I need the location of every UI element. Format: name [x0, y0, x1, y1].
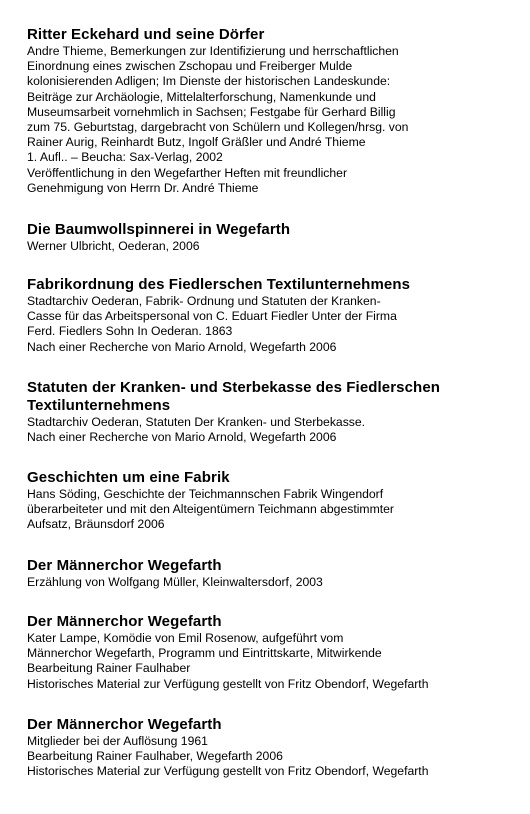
entry-line: Erzählung von Wolfgang Müller, Kleinwaltersdorf, 2003	[27, 575, 323, 589]
entry-line: Bearbeitung Rainer Faulhaber	[27, 661, 191, 676]
entry-title: Ritter Eckehard und seine Dörfer	[27, 26, 265, 43]
entry-line: Kater Lampe, Komödie von Emil Rosenow, aufgeführt vom	[27, 631, 344, 645]
entry-baumwollspinnerei	[27, 221, 517, 254]
entry-line: 1. Aufl.. – Beucha: Sax-Verlag, 2002	[27, 150, 223, 165]
entry-line: Museumsarbeit vornehmlich in Sachsen; Festgabe für Gerhard Billig	[27, 104, 396, 119]
entry-line: Casse für das Arbeitspersonal von C. Eduart Fiedler Unter der Firma	[27, 309, 397, 324]
entry-title: Geschichten um eine Fabrik	[27, 469, 230, 486]
entry-maennerchor-1	[27, 557, 517, 590]
entry-body	[27, 239, 517, 254]
entry-line: Stadtarchiv Oederan, Statuten Der Kranken- und Sterbekasse.	[27, 415, 366, 429]
entry-line: Einordnung eines zwischen Zschopau und Freiberger Mulde	[27, 59, 353, 74]
entry-line: Werner Ulbricht, Oederan, 2006	[27, 239, 200, 253]
entry-line: Beiträge zur Archäologie, Mittelalterforschung, Namenkunde und	[27, 89, 376, 104]
entry-title: Der Männerchor Wegefarth	[27, 557, 222, 574]
entry-title: Die Baumwollspinnerei in Wegefarth	[27, 221, 291, 238]
entry-line: zum 75. Geburtstag, dargebracht von Schülern und Kollegen/hrsg. von	[27, 120, 409, 135]
entry-geschichten-fabrik	[27, 469, 517, 533]
entry-line: Stadtarchiv Oederan, Fabrik- Ordnung und Statuten der Kranken-	[27, 294, 381, 308]
entry-title: Statuten der Kranken- und Sterbekasse des Fiedlerschen Textilunternehmens	[27, 379, 441, 414]
entry-line: Genehmigung von Herrn Dr. André Thieme	[27, 180, 259, 195]
entry-line: kolonisierenden Adligen; Im Dienste der historischen Landeskunde:	[27, 74, 391, 89]
entry-body	[27, 487, 517, 533]
entry-line: Veröffentlichung in den Wegefarther Heften mit freundlicher	[27, 165, 347, 180]
entry-body	[27, 44, 517, 196]
entry-line: Bearbeitung Rainer Faulhaber, Wegefarth 2006	[27, 749, 283, 764]
entry-line: Ferd. Fiedlers Sohn In Oederan. 1863	[27, 324, 233, 339]
entry-body	[27, 575, 517, 590]
entry-fabrikordnung	[27, 276, 517, 355]
entry-statuten	[27, 379, 517, 445]
entry-line: Rainer Aurig, Reinhardt Butz, Ingolf Gräßler und André Thieme	[27, 135, 366, 150]
entry-maennerchor-3	[27, 716, 517, 780]
entry-title: Der Männerchor Wegefarth	[27, 716, 222, 733]
entry-line: Nach einer Recherche von Mario Arnold, Wegefarth 2006	[27, 339, 337, 354]
entry-maennerchor-2	[27, 613, 517, 692]
entry-body	[27, 734, 517, 780]
entry-line: Historisches Material zur Verfügung gestellt von Fritz Obendorf, Wegefarth	[27, 764, 429, 779]
entry-ritter-eckehard	[27, 26, 517, 196]
entry-line: Mitglieder bei der Auflösung 1961	[27, 734, 208, 748]
entry-body	[27, 415, 517, 445]
entry-line: Aufsatz, Bräunsdorf 2006	[27, 517, 165, 532]
entry-line: Andre Thieme, Bemerkungen zur Identifizierung und herrschaftlichen	[27, 44, 399, 58]
entry-line: Hans Söding, Geschichte der Teichmannschen Fabrik Wingendorf	[27, 487, 384, 501]
entry-line: überarbeiteter und mit den Alteigentümern Teichmann abgestimmter	[27, 502, 394, 517]
entry-title: Fabrikordnung des Fiedlerschen Textilunternehmens	[27, 276, 411, 293]
entry-body	[27, 631, 517, 692]
entry-line: Historisches Material zur Verfügung gestellt von Fritz Obendorf, Wegefarth	[27, 676, 429, 691]
entry-line: Männerchor Wegefarth, Programm und Eintrittskarte, Mitwirkende	[27, 646, 382, 661]
entry-line: Nach einer Recherche von Mario Arnold, Wegefarth 2006	[27, 430, 337, 445]
entry-body	[27, 294, 517, 355]
entry-title: Der Männerchor Wegefarth	[27, 613, 222, 630]
